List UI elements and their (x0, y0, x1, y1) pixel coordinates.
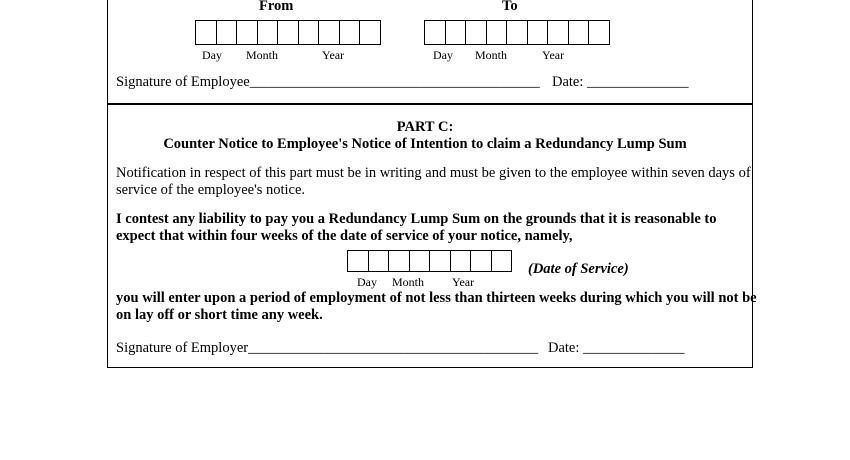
from-day-digit-2[interactable] (216, 20, 238, 45)
service-day-digit-2[interactable] (368, 250, 390, 272)
service-day-digit-1[interactable] (347, 250, 369, 272)
employee-signature-row (116, 74, 540, 91)
to-month-digit-1[interactable] (465, 20, 487, 45)
service-day-label: Day (357, 275, 377, 289)
from-year-label: Year (322, 48, 345, 62)
to-year-digit-4[interactable] (568, 20, 590, 45)
to-date-boxes[interactable] (424, 20, 609, 45)
contest-line-2: expect that within four weeks of the date of service of your notice, namely, (116, 228, 573, 244)
employer-date-label: Date: (548, 340, 580, 356)
from-year-digit-1[interactable] (277, 20, 299, 45)
employer-signature-label: Signature of Employer (116, 340, 249, 356)
form-border-left (107, 0, 108, 368)
service-month-digit-1[interactable] (388, 250, 410, 272)
employee-date-field[interactable]: ______________ (587, 74, 689, 90)
employment-line-2: on lay off or short time any week. (116, 307, 323, 323)
from-year-digit-2[interactable] (298, 20, 320, 45)
to-month-digit-2[interactable] (486, 20, 508, 45)
form-border-bottom (107, 367, 753, 368)
from-date-boxes[interactable] (195, 20, 380, 45)
employer-signature-field[interactable]: ________________________________________ (248, 340, 539, 356)
service-year-digit-3[interactable] (470, 250, 492, 272)
notice-line-1: Notification in respect of this part must be in writing and must be given to the employee within seven days of (116, 165, 751, 181)
to-year-label: Year (542, 48, 565, 62)
service-year-digit-1[interactable] (429, 250, 451, 272)
to-day-digit-2[interactable] (445, 20, 467, 45)
to-day-label: Day (433, 48, 453, 62)
from-year-digit-4[interactable] (339, 20, 361, 45)
from-month-digit-2[interactable] (257, 20, 279, 45)
employer-signature-row (116, 340, 538, 357)
service-date-boxes[interactable] (347, 250, 511, 272)
service-year-digit-2[interactable] (450, 250, 472, 272)
service-month-digit-2[interactable] (409, 250, 431, 272)
from-month-digit-1[interactable] (236, 20, 258, 45)
to-year-digit-5[interactable] (588, 20, 610, 45)
contest-line-1: I contest any liability to pay you a Redundancy Lump Sum on the grounds that it is reasonable to (116, 211, 717, 227)
from-label: From (259, 0, 294, 14)
employer-date-row (548, 340, 685, 357)
from-year-digit-5[interactable] (359, 20, 381, 45)
employee-signature-label: Signature of Employee (116, 74, 250, 90)
service-month-label: Month (392, 275, 425, 289)
from-day-label: Day (202, 48, 222, 62)
part-c-subheading: Counter Notice to Employee's Notice of Intention to claim a Redundancy Lump Sum (163, 136, 687, 152)
employee-signature-field[interactable]: ________________________________________ (249, 74, 540, 90)
to-month-label: Month (475, 48, 508, 62)
part-c-heading: PART C: (396, 119, 454, 135)
to-year-digit-1[interactable] (506, 20, 528, 45)
to-label: To (502, 0, 518, 14)
to-day-digit-1[interactable] (424, 20, 446, 45)
employer-date-field[interactable]: ______________ (583, 340, 685, 356)
from-day-digit-1[interactable] (195, 20, 217, 45)
to-year-digit-2[interactable] (527, 20, 549, 45)
employment-line-1: you will enter upon a period of employment of not less than thirteen weeks during which you will not be (116, 290, 757, 306)
employee-date-label: Date: (552, 74, 584, 90)
from-month-label: Month (246, 48, 279, 62)
employee-date-row (552, 74, 689, 91)
notice-line-2: service of the employee's notice. (116, 182, 306, 198)
section-divider (108, 103, 753, 105)
service-year-digit-4[interactable] (491, 250, 513, 272)
service-year-label: Year (452, 275, 475, 289)
to-year-digit-3[interactable] (547, 20, 569, 45)
date-of-service-label: (Date of Service) (528, 261, 629, 277)
from-year-digit-3[interactable] (318, 20, 340, 45)
form-border-right (752, 0, 753, 368)
